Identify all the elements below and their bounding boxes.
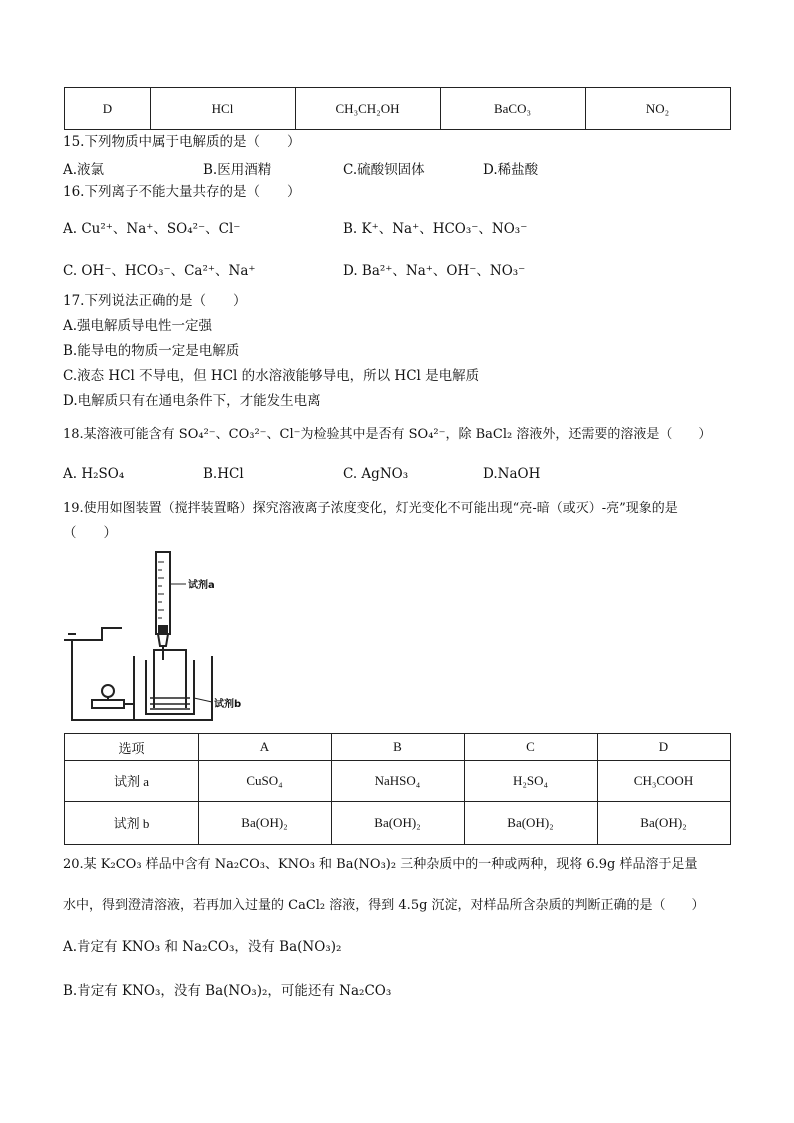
q19-table [64, 733, 731, 845]
q17-option-b: B.能导电的物质一定是电解质 [63, 343, 240, 359]
question-20-stem-cont: 水中，得到澄清溶液，若再加入过量的 CaCl₂ 溶液，得到 4.5g 沉淀，对样品所含杂质的判断正确的是（ ） [63, 898, 705, 913]
q19-table-cell: CuSO₄ [246, 772, 283, 788]
q18-option-b: B.HCl [203, 466, 244, 482]
q15-option-d: D.稀盐酸 [483, 162, 539, 178]
question-18-stem: 18.某溶液可能含有 SO₄²⁻、CO₃²⁻、Cl⁻为检验其中是否有 SO₄²⁻，除 BaCl₂ 溶液外，还需要的溶液是（ ） [63, 427, 712, 442]
q17-option-d: D.电解质只有在通电条件下，才能发生电离 [63, 393, 321, 409]
q15-option-c: C.硫酸钡固体 [343, 162, 425, 178]
q18-option-a: A. H₂SO₄ [63, 466, 125, 482]
q19-table-header: C [526, 739, 535, 754]
q20-option-b: B.肯定有 KNO₃，没有 Ba(NO₃)₂，可能还有 Na₂CO₃ [63, 983, 392, 999]
q15-option-b: B.医用酒精 [203, 162, 272, 178]
reagent-b-label: 试剂b [214, 699, 242, 710]
reagent-a-label: 试剂a [188, 580, 215, 591]
q19-table-cell: Ba(OH)₂ [640, 814, 687, 830]
top-table-cell: NO₂ [645, 100, 670, 116]
q19-table-cell: CH₃COOH [633, 772, 694, 788]
q19-table-cell: Ba(OH)₂ [374, 814, 421, 830]
q19-table-cell: Ba(OH)₂ [241, 814, 288, 830]
apparatus-drawing [62, 548, 282, 724]
q17-option-a: A.强电解质导电性一定强 [63, 318, 213, 334]
q19-table-header: 选项 [118, 740, 145, 756]
q16-option-a: A. Cu²⁺、Na⁺、SO₄²⁻、Cl⁻ [63, 221, 241, 237]
q18-option-c: C. AgNO₃ [343, 466, 409, 482]
q19-table-header: B [393, 739, 402, 754]
q16-option-c: C. OH⁻、HCO₃⁻、Ca²⁺、Na⁺ [63, 263, 256, 279]
question-15-stem: 15.下列物质中属于电解质的是（ ） [63, 134, 301, 150]
q19-table-cell: H₂SO₄ [512, 772, 549, 788]
q19-table-cell: NaHSO₄ [374, 772, 421, 788]
question-17-stem: 17.下列说法正确的是（ ） [63, 293, 247, 309]
top-table-cell: HCl [211, 100, 234, 116]
question-16-stem: 16.下列离子不能大量共存的是（ ） [63, 184, 301, 200]
q16-option-b: B. K⁺、Na⁺、HCO₃⁻、NO₃⁻ [343, 221, 528, 237]
q19-table-header: D [658, 739, 669, 754]
top-table-cell: BaCO₃ [493, 100, 532, 116]
q15-option-a: A.液氯 [63, 162, 105, 178]
question-20-stem: 20.某 K₂CO₃ 样品中含有 Na₂CO₃、KNO₃ 和 Ba(NO₃)₂ 三种杂质中的一种或两种，现将 6.9g 样品溶于足量 [63, 857, 698, 872]
top-table [64, 87, 731, 130]
q16-option-d: D. Ba²⁺、Na⁺、OH⁻、NO₃⁻ [343, 263, 526, 279]
q19-table-header: A [259, 739, 270, 754]
q19-table-cell: 试剂 b [113, 816, 150, 831]
top-table-cell: CH₃CH₂OH [335, 100, 400, 116]
question-19-stem: 19.使用如图装置（搅拌装置略）探究溶液离子浓度变化，灯光变化不可能出现“亮-暗（或灭）-亮”现象的是 [63, 501, 678, 516]
q17-option-c: C.液态 HCl 不导电，但 HCl 的水溶液能够导电，所以 HCl 是电解质 [63, 368, 480, 384]
top-table-cell: D [102, 100, 113, 116]
q18-option-d: D.NaOH [483, 466, 541, 482]
q20-option-a: A.肯定有 KNO₃ 和 Na₂CO₃，没有 Ba(NO₃)₂ [63, 939, 342, 955]
question-19-stem-cont: （ ） [63, 525, 117, 541]
q19-table-cell: Ba(OH)₂ [507, 814, 554, 830]
q19-table-cell: 试剂 a [113, 774, 150, 789]
apparatus-figure [62, 548, 282, 724]
